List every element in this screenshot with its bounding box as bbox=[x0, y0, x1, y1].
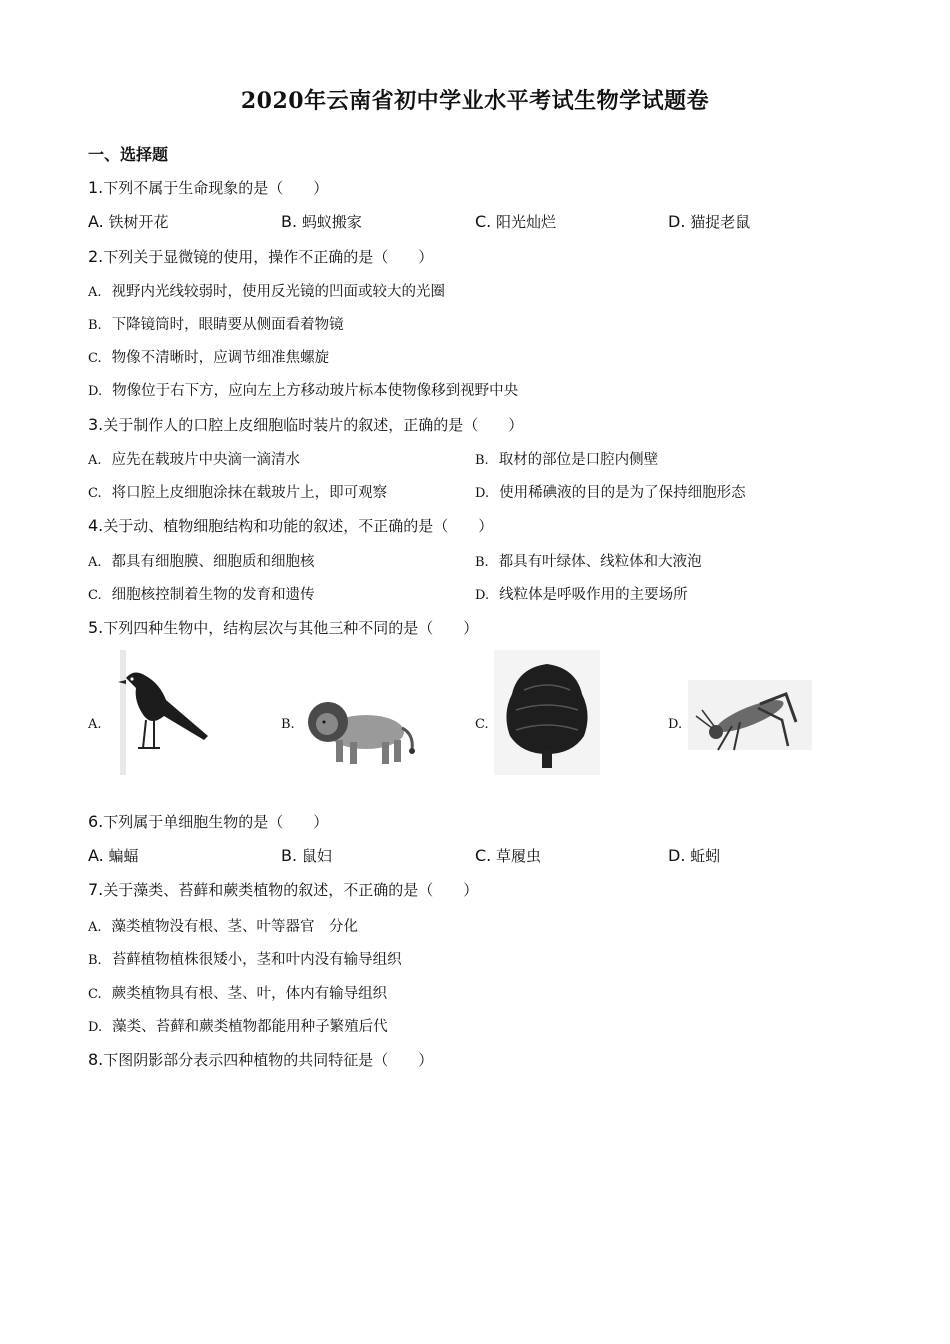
q7-option-b: B. 苔藓植物植株很矮小，茎和叶内没有输导组织 bbox=[88, 952, 402, 968]
question-number: 8. bbox=[88, 1050, 104, 1069]
question-text: 下图阴影部分表示四种植物的共同特征是（ ） bbox=[103, 1051, 434, 1069]
question-3 bbox=[88, 415, 523, 435]
q4-option-c: C. 细胞核控制着生物的发育和遗传 bbox=[88, 587, 315, 603]
q2-option-d: D. 物像位于右下方，应向左上方移动玻片标本使物像移到视野中央 bbox=[88, 383, 519, 399]
q3-option-c: C. 将口腔上皮细胞涂抹在载玻片上，即可观察 bbox=[88, 485, 388, 501]
q1-option-b: B. 蚂蚁搬家 bbox=[281, 212, 362, 231]
question-text: 关于制作人的口腔上皮细胞临时装片的叙述，正确的是（ ） bbox=[103, 416, 524, 434]
question-text: 下列四种生物中，结构层次与其他三种不同的是（ ） bbox=[103, 619, 479, 637]
question-number: 6. bbox=[88, 812, 104, 831]
question-2 bbox=[88, 247, 433, 267]
lion-image bbox=[300, 650, 420, 775]
q6-option-b: B. 鼠妇 bbox=[281, 846, 332, 865]
q7-option-c: C. 蕨类植物具有根、茎、叶，体内有输导组织 bbox=[88, 986, 388, 1002]
grasshopper-image bbox=[688, 650, 812, 775]
question-text: 下列关于显微镜的使用，操作不正确的是（ ） bbox=[103, 248, 434, 266]
question-text: 下列不属于生命现象的是（ ） bbox=[103, 179, 329, 197]
q5-option-a-label: A. bbox=[88, 717, 102, 732]
q2-option-a: A. 视野内光线较弱时，使用反光镜的凹面或较大的光圈 bbox=[88, 284, 446, 300]
q2-option-b: B. 下降镜筒时，眼睛要从侧面看着物镜 bbox=[88, 317, 344, 333]
q1-option-c: C. 阳光灿烂 bbox=[475, 212, 557, 231]
tree-image bbox=[494, 650, 600, 775]
q4-option-d: D. 线粒体是呼吸作用的主要场所 bbox=[475, 587, 688, 603]
q4-option-a: A. 都具有细胞膜、细胞质和细胞核 bbox=[88, 554, 315, 570]
bird-image bbox=[116, 650, 226, 775]
q3-option-a: A. 应先在载玻片中央滴一滴清水 bbox=[88, 452, 301, 468]
question-7 bbox=[88, 880, 478, 900]
q5-option-d-label: D. bbox=[668, 717, 683, 732]
section-heading: 一、选择题 bbox=[88, 145, 169, 164]
question-5 bbox=[88, 618, 478, 638]
question-number: 2. bbox=[88, 247, 104, 266]
question-8 bbox=[88, 1050, 433, 1070]
question-text: 关于藻类、苔藓和蕨类植物的叙述，不正确的是（ ） bbox=[103, 881, 479, 899]
q6-option-d: D. 蚯蚓 bbox=[668, 846, 721, 865]
question-6 bbox=[88, 812, 328, 832]
q1-option-d: D. 猫捉老鼠 bbox=[668, 212, 751, 231]
q3-option-b: B. 取材的部位是口腔内侧壁 bbox=[475, 452, 659, 468]
q7-option-a: A. 藻类植物没有根、茎、叶等器官 分化 bbox=[88, 919, 359, 935]
q6-option-a: A. 蝙蝠 bbox=[88, 846, 139, 865]
q2-option-c: C. 物像不清晰时，应调节细准焦螺旋 bbox=[88, 350, 330, 366]
q6-option-c: C. 草履虫 bbox=[475, 846, 542, 865]
question-4 bbox=[88, 516, 493, 536]
question-number: 7. bbox=[88, 880, 104, 899]
question-text: 下列属于单细胞生物的是（ ） bbox=[103, 813, 329, 831]
question-number: 4. bbox=[88, 516, 104, 535]
question-number: 1. bbox=[88, 178, 104, 197]
q5-option-b-label: B. bbox=[281, 717, 295, 732]
q4-option-b: B. 都具有叶绿体、线粒体和大液泡 bbox=[475, 554, 702, 570]
question-number: 3. bbox=[88, 415, 104, 434]
q5-option-c-label: C. bbox=[475, 717, 489, 732]
question-text: 关于动、植物细胞结构和功能的叙述，不正确的是（ ） bbox=[103, 517, 494, 535]
q1-option-a: A. 铁树开花 bbox=[88, 212, 169, 231]
q3-option-d: D. 使用稀碘液的目的是为了保持细胞形态 bbox=[475, 485, 746, 501]
question-number: 5. bbox=[88, 618, 104, 637]
page-title: 2020年云南省初中学业水平考试生物学试题卷 bbox=[240, 88, 710, 114]
q7-option-d: D. 藻类、苔藓和蕨类植物都能用种子繁殖后代 bbox=[88, 1019, 388, 1035]
question-1 bbox=[88, 178, 328, 198]
